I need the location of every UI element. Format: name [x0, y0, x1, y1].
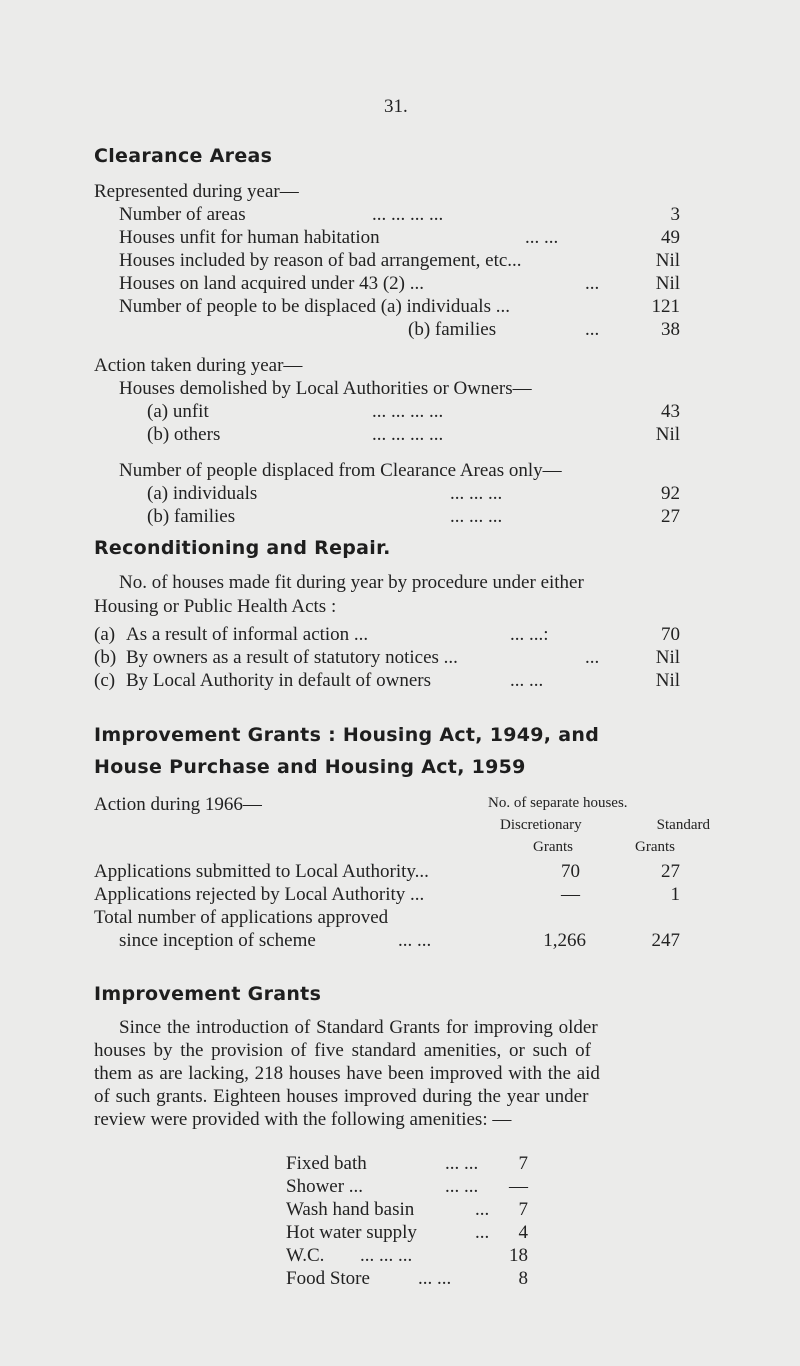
action-label: Action during 1966— [94, 794, 262, 815]
column-header: Discretionary [500, 817, 582, 833]
grants-act-heading: House Purchase and Housing Act, 1959 [94, 756, 526, 778]
recon-intro: Housing or Public Health Acts : [94, 596, 337, 617]
recon-heading: Reconditioning and Repair. [94, 537, 391, 559]
demolished-intro: Houses demolished by Local Authorities or Owners— [119, 378, 532, 399]
recon-intro: No. of houses made fit during year by procedure under either [119, 572, 584, 593]
improvement-paragraph: Since the introduction of Standard Grants for improving older houses by the provision of five standard amenities, or such of them as are lacking, 218 houses have been improved with the aid of such grants. Eighteen houses improved during the year under review were provided with the following amenities: — [94, 1017, 600, 1130]
column-header: Standard [656, 817, 710, 833]
page-number: 31. [384, 96, 408, 117]
column-header: Grants [635, 839, 675, 855]
represented-intro: Represented during year— [94, 181, 299, 202]
grants-act-heading: Improvement Grants : Housing Act, 1949, and [94, 724, 600, 746]
column-header: No. of separate houses. [488, 795, 628, 811]
action-intro: Action taken during year— [94, 355, 303, 376]
improvement-heading: Improvement Grants [94, 983, 322, 1005]
clearance-heading: Clearance Areas [94, 145, 273, 167]
column-header: Grants [533, 839, 573, 855]
displaced-intro: Number of people displaced from Clearance Areas only— [119, 460, 562, 481]
